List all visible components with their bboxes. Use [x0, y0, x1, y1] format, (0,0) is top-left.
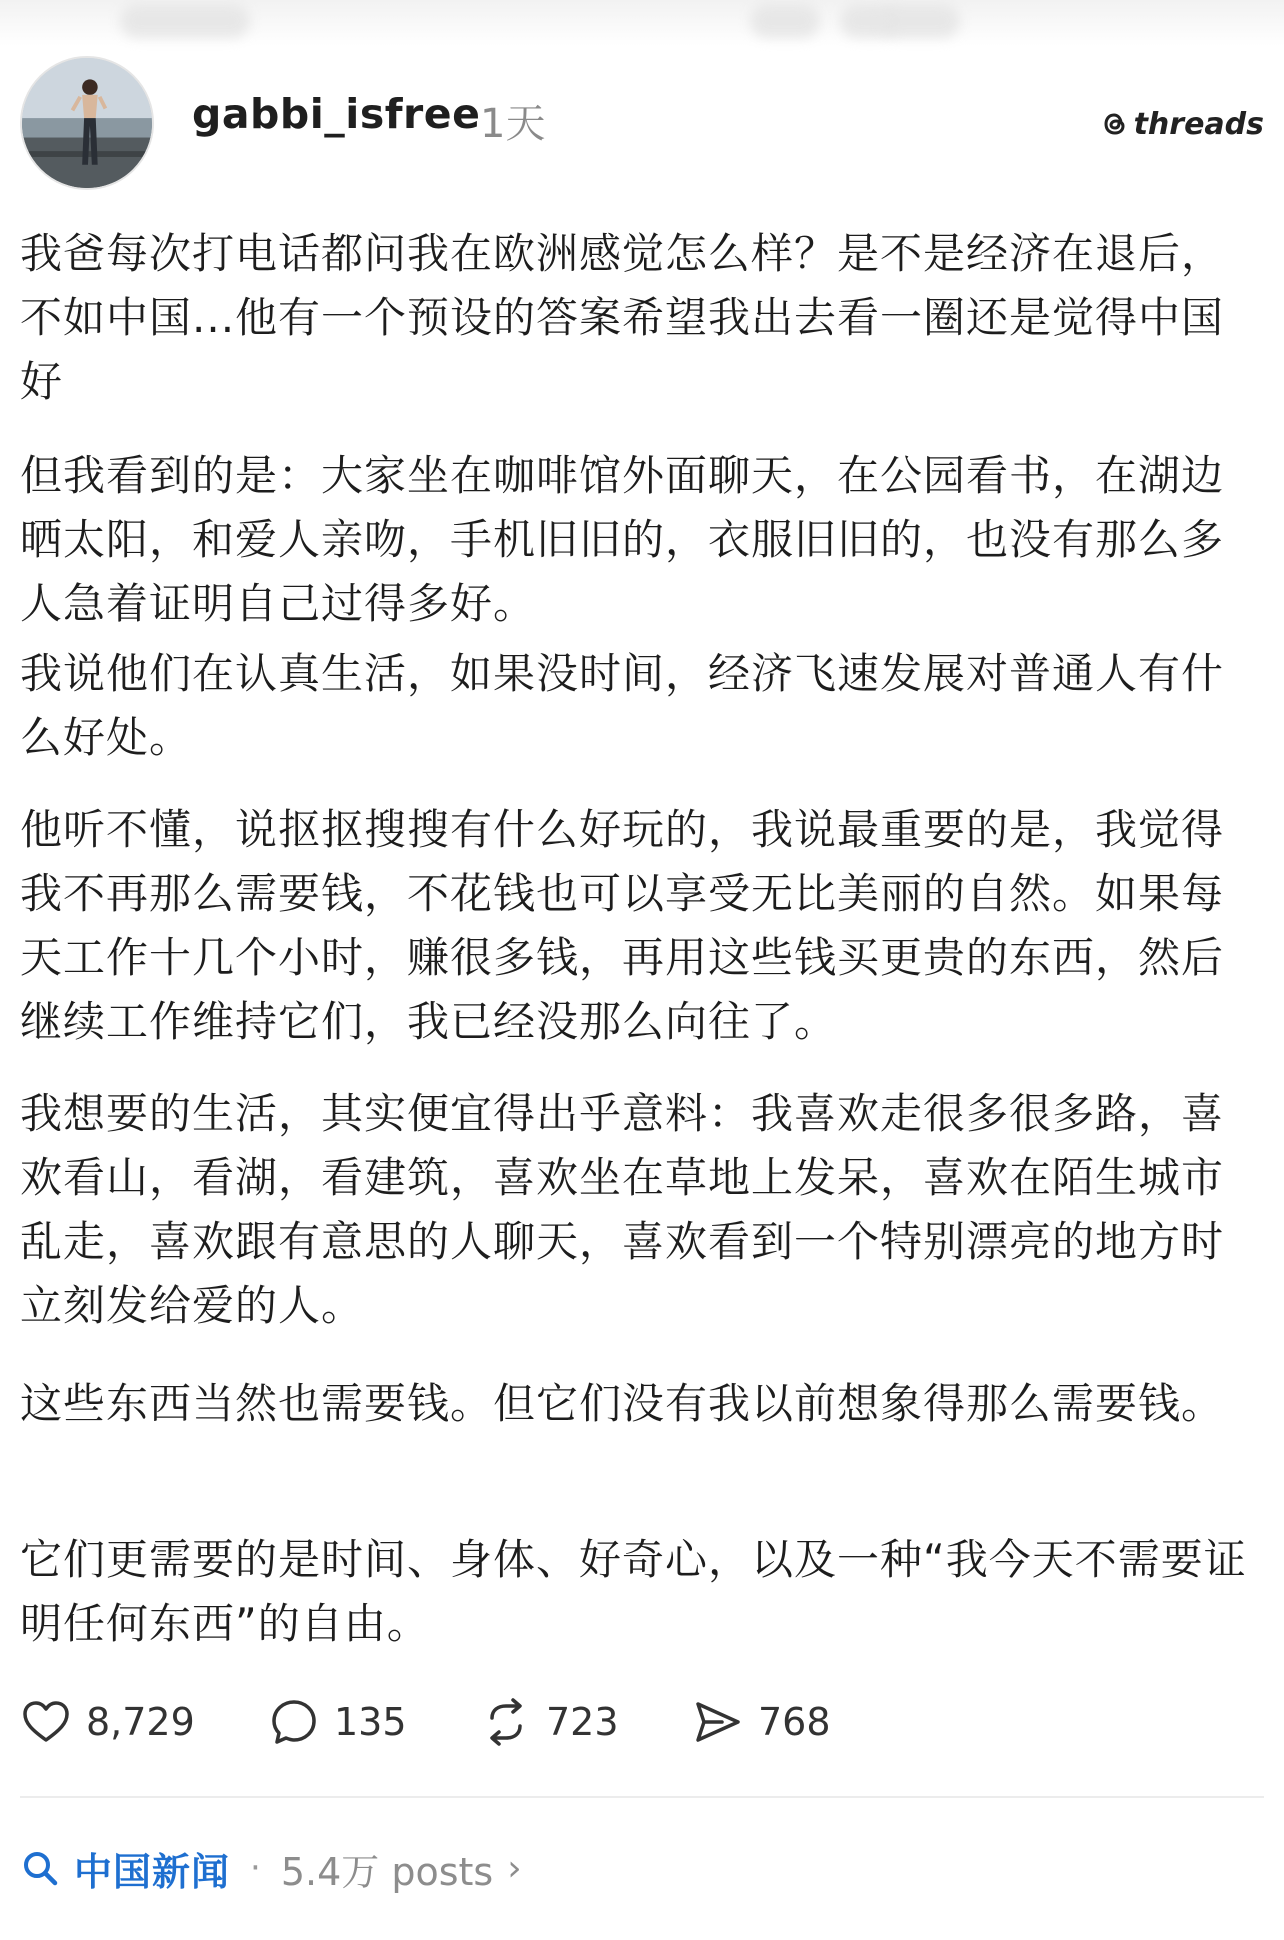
topic-separator: · [250, 1848, 261, 1888]
post-action-bar [20, 1692, 1264, 1752]
status-bar [0, 0, 1284, 46]
send-icon [692, 1696, 744, 1748]
repost-button[interactable] [480, 1692, 619, 1752]
status-battery-blur [880, 4, 960, 38]
avatar[interactable] [20, 56, 154, 190]
post-header [20, 52, 1264, 192]
post-paragraph: 他听不懂，说抠抠搜搜有什么好玩的，我说最重要的是，我觉得我不再那么需要钱，不花钱也可以享受无比美丽的自然。如果每天工作十几个小时，赚很多钱，再用这些钱买更贵的东西，然后继续工作维持它们，我已经没那么向往了。 [20, 805, 1225, 1046]
post-paragraph: 我爸每次打电话都问我在欧洲感觉怎么样？是不是经济在退后，不如中国...他有一个预设的答案希望我出去看一圈还是觉得中国好 [20, 229, 1225, 406]
topic-post-count: 5.4万 posts [280, 1849, 494, 1894]
repost-icon [480, 1696, 532, 1748]
topic-link[interactable] [20, 1840, 522, 1896]
post-timestamp: 1天 [480, 101, 546, 147]
post-paragraph: 我说他们在认真生活，如果没时间，经济飞速发展对普通人有什么好处。 [20, 649, 1225, 762]
threads-brand [1100, 104, 1264, 144]
avatar-photo [22, 58, 152, 188]
repost-count: 723 [546, 1700, 619, 1744]
post-paragraph: 但我看到的是：大家坐在咖啡馆外面聊天，在公园看书，在湖边晒太阳，和爱人亲吻，手机旧旧的，衣服旧旧的，也没有那么多人急着证明自己过得多好。 [20, 451, 1225, 628]
divider [20, 1796, 1264, 1798]
post-paragraph: 我想要的生活，其实便宜得出乎意料：我喜欢走很多很多路，喜欢看山，看湖，看建筑，喜欢坐在草地上发呆，喜欢在陌生城市乱走，喜欢跟有意思的人聊天，喜欢看到一个特别漂亮的地方时立刻发给爱的人。 [20, 1089, 1225, 1330]
username[interactable]: gabbi_isfree [192, 90, 481, 138]
threads-brand-label: threads [1133, 106, 1264, 142]
share-button[interactable] [692, 1692, 831, 1752]
post-paragraph: 它们更需要的是时间、身体、好奇心，以及一种“我今天不需要证明任何东西”的自由。 [20, 1535, 1247, 1648]
comment-icon [268, 1696, 320, 1748]
reply-button[interactable] [268, 1692, 407, 1752]
status-time-blur [120, 4, 250, 38]
share-count: 768 [758, 1700, 831, 1744]
like-count: 8,729 [86, 1700, 195, 1744]
topic-name[interactable]: 中国新闻 [74, 1849, 231, 1894]
heart-icon [20, 1696, 72, 1748]
status-signal-blur [750, 4, 820, 38]
search-icon [20, 1848, 60, 1888]
like-button[interactable] [20, 1692, 195, 1752]
reply-count: 135 [334, 1700, 407, 1744]
post-paragraph: 这些东西当然也需要钱。但它们没有我以前想象得那么需要钱。 [20, 1379, 1225, 1428]
chevron-right-icon: › [507, 1847, 522, 1889]
threads-logo-icon [1100, 109, 1130, 139]
